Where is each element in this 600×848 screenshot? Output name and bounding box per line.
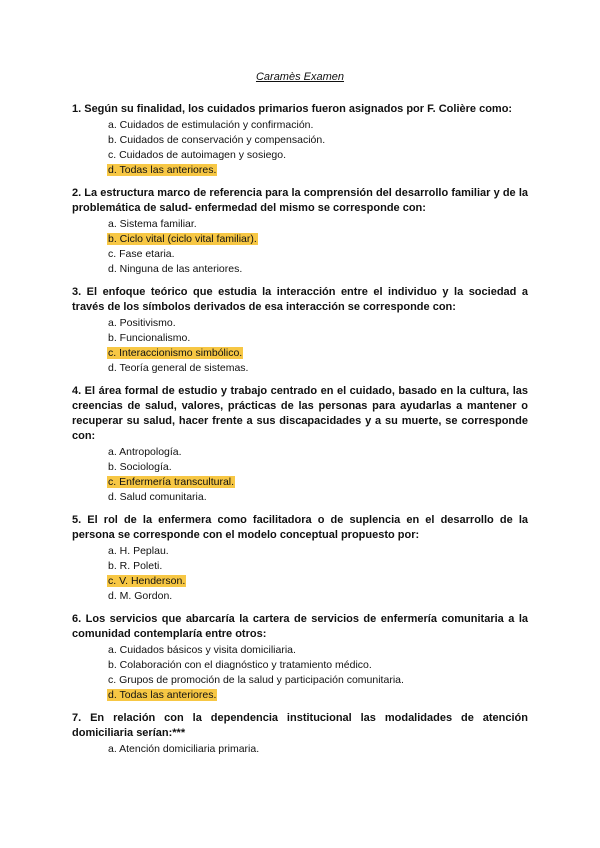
answer-option bbox=[72, 544, 528, 559]
answer-option-text: c. Fase etaria. bbox=[108, 248, 175, 260]
answer-option-text: b. Funcionalismo. bbox=[108, 332, 191, 344]
answer-option bbox=[72, 490, 528, 505]
answer-option-text: d. Ninguna de las anteriores. bbox=[108, 263, 243, 275]
answer-option-text: b. R. Poleti. bbox=[108, 560, 163, 572]
answer-option-text: c. Interaccionismo simbólico. bbox=[108, 347, 243, 359]
answer-option-text: a. Sistema familiar. bbox=[108, 218, 197, 230]
question-list bbox=[72, 102, 528, 765]
answer-option-text: a. Antropología. bbox=[108, 446, 182, 458]
question-text: 5. El rol de la enfermera como facilitadora o de suplencia en el desarrollo de la persona se corresponde con el modelo conceptual propuesto por: bbox=[72, 514, 528, 541]
question-2 bbox=[72, 186, 528, 277]
answer-option bbox=[72, 217, 528, 232]
answer-option bbox=[72, 559, 528, 574]
answer-option-text: a. Positivismo. bbox=[108, 317, 176, 329]
question-text: 7. En relación con la dependencia institucional las modalidades de atención domiciliaria serían:*** bbox=[72, 712, 528, 739]
question-5 bbox=[72, 513, 528, 604]
answer-option bbox=[72, 742, 528, 757]
answer-option bbox=[72, 133, 528, 148]
answer-option bbox=[72, 589, 528, 604]
answer-option bbox=[72, 361, 528, 376]
answer-option bbox=[72, 118, 528, 133]
answer-option-text: b. Ciclo vital (ciclo vital familiar). bbox=[108, 233, 257, 245]
answer-option bbox=[72, 460, 528, 475]
answer-option-text: c. Cuidados de autoimagen y sosiego. bbox=[108, 149, 287, 161]
answer-option-highlighted bbox=[72, 232, 528, 247]
answer-option-highlighted bbox=[72, 346, 528, 361]
answer-option bbox=[72, 331, 528, 346]
answer-option-text: d. M. Gordon. bbox=[108, 590, 173, 602]
answer-option bbox=[72, 148, 528, 163]
answer-option-text: a. Atención domiciliaria primaria. bbox=[108, 743, 260, 755]
answer-option-text: c. Enfermería transcultural. bbox=[108, 476, 235, 488]
answer-option-text: a. Cuidados básicos y visita domiciliaria. bbox=[108, 644, 296, 656]
answer-option-highlighted bbox=[72, 163, 528, 178]
answer-option-text: d. Todas las anteriores. bbox=[108, 164, 217, 176]
document-title: Caramès Examen bbox=[255, 71, 345, 83]
answer-option-text: b. Colaboración con el diagnóstico y tratamiento médico. bbox=[108, 659, 372, 671]
question-6 bbox=[72, 612, 528, 703]
question-text: 6. Los servicios que abarcaría la cartera de servicios de enfermería comunitaria a la comunidad contemplaría entre otros: bbox=[72, 613, 528, 640]
answer-option-text: b. Sociología. bbox=[108, 461, 172, 473]
question-text: 4. El área formal de estudio y trabajo centrado en el cuidado, basado en la cultura, las creencias de salud, valores, prácticas de las personas para ayudarlas a mantener o recuperar su salud, hacer frente a sus discapacidades y a su muerte, se corresponde con: bbox=[72, 385, 528, 442]
answer-option-text: a. H. Peplau. bbox=[108, 545, 169, 557]
answer-option-text: c. Grupos de promoción de la salud y participación comunitaria. bbox=[108, 674, 404, 686]
answer-option bbox=[72, 316, 528, 331]
question-1 bbox=[72, 102, 528, 178]
answer-option-text: c. V. Henderson. bbox=[108, 575, 186, 587]
answer-option-text: b. Cuidados de conservación y compensación. bbox=[108, 134, 326, 146]
answer-option bbox=[72, 247, 528, 262]
answer-option bbox=[72, 643, 528, 658]
answer-option-text: d. Salud comunitaria. bbox=[108, 491, 207, 503]
answer-option-highlighted bbox=[72, 574, 528, 589]
question-3 bbox=[72, 285, 528, 376]
answer-option-text: d. Teoría general de sistemas. bbox=[108, 362, 249, 374]
answer-option bbox=[72, 445, 528, 460]
question-7 bbox=[72, 711, 528, 757]
answer-option bbox=[72, 673, 528, 688]
question-text: 2. La estructura marco de referencia para la comprensión del desarrollo familiar y de la problemática de salud- enfermedad del mismo se corresponde con: bbox=[72, 187, 528, 214]
answer-option-text: a. Cuidados de estimulación y confirmación. bbox=[108, 119, 314, 131]
answer-option bbox=[72, 658, 528, 673]
answer-option bbox=[72, 262, 528, 277]
question-text: 3. El enfoque teórico que estudia la interacción entre el individuo y la sociedad a través de los símbolos derivados de esa interacción se corresponde con: bbox=[72, 286, 528, 313]
answer-option-text: d. Todas las anteriores. bbox=[108, 689, 217, 701]
answer-option-highlighted bbox=[72, 475, 528, 490]
answer-option-highlighted bbox=[72, 688, 528, 703]
question-4 bbox=[72, 384, 528, 505]
question-text: 1. Según su finalidad, los cuidados primarios fueron asignados por F. Colière como: bbox=[72, 103, 513, 115]
